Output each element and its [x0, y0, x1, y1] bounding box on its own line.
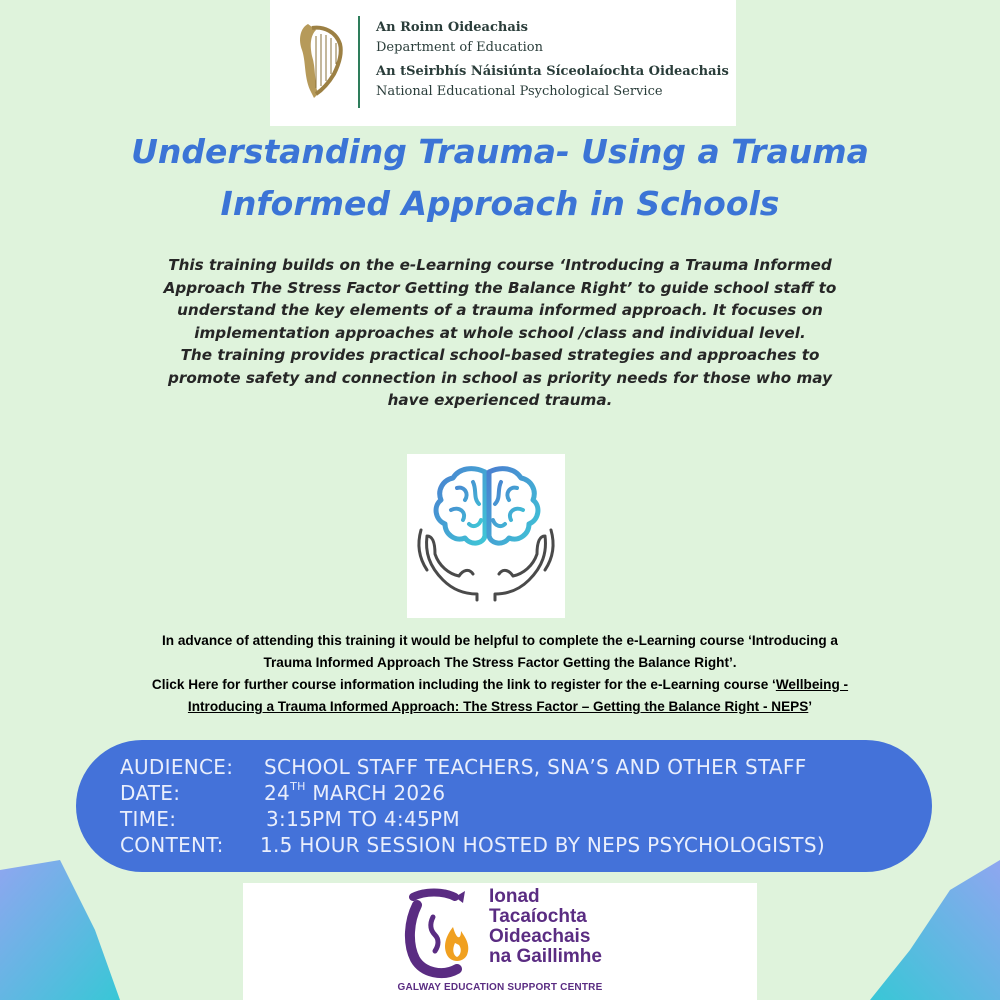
date-day: 24 — [264, 781, 291, 805]
gesc-flame-logo-icon — [403, 887, 485, 979]
gesc-line-3: Oideachais — [489, 926, 591, 947]
intro-line: promote safety and connection in school as priority needs for those who may — [167, 368, 832, 387]
advance-line-2: Trauma Informed Approach The Stress Factor Getting the Balance Right’. — [263, 655, 737, 670]
intro-paragraph — [100, 254, 900, 412]
audience-row — [120, 754, 807, 780]
date-value — [264, 780, 445, 806]
advance-line-1: In advance of attending this training it would be helpful to complete the e-Learning course ‘Introducing a — [162, 633, 838, 648]
gesc-logo — [243, 883, 757, 1000]
corner-decoration-right — [870, 860, 1000, 1000]
brain-illustration — [407, 454, 565, 618]
date-label: DATE: — [120, 781, 181, 805]
date-row — [120, 780, 446, 806]
header-english-service: National Educational Psychological Service — [376, 84, 663, 99]
page-title — [40, 126, 960, 230]
corner-decoration-left — [0, 860, 120, 1000]
intro-line: The training provides practical school-based strategies and approaches to — [180, 346, 820, 364]
date-suffix: TH — [290, 780, 306, 793]
title-line-1: Understanding Trauma- Using a Trauma — [131, 132, 869, 171]
event-details-panel — [76, 740, 932, 872]
gesc-line-4: na Gaillimhe — [489, 946, 602, 967]
gesc-name — [489, 887, 602, 967]
intro-line: have experienced trauma. — [387, 391, 613, 409]
time-row — [120, 806, 460, 832]
intro-line: Approach The Stress Factor Getting the Balance Right’ to guide school staff to — [163, 278, 837, 297]
course-link-continued[interactable]: Introducing a Trauma Informed Approach: The Stress Factor – Getting the Balance Right - NEPS — [187, 699, 809, 714]
date-rest: MARCH 2026 — [312, 781, 446, 805]
advance-line-3-text: Click Here for further course information including the link to register for the e-Learning course ‘ — [151, 677, 776, 692]
gesc-english-name: GALWAY EDUCATION SUPPORT CENTRE — [397, 982, 603, 993]
audience-label: AUDIENCE: — [120, 755, 234, 779]
header-english-department: Department of Education — [376, 40, 543, 55]
advance-info — [10, 630, 990, 718]
advance-line-4-tail: ’ — [808, 699, 813, 714]
time-value: 3:15PM TO 4:45PM — [266, 807, 460, 831]
intro-line: This training builds on the e-Learning course ‘Introducing a Trauma Informed — [168, 256, 832, 274]
content-value: 1.5 HOUR SESSION HOSTED BY NEPS PSYCHOLOGISTS) — [260, 833, 825, 857]
brain-in-hands-icon — [407, 454, 565, 618]
header-irish-service: An tSeirbhís Náisiúnta Síceolaíochta Oideachais — [376, 64, 729, 79]
header-divider — [358, 16, 360, 108]
content-row — [120, 832, 825, 858]
time-label: TIME: — [120, 807, 177, 831]
gesc-line-2: Tacaíochta — [489, 906, 587, 927]
advance-line-3 — [10, 674, 990, 696]
intro-line: understand the key elements of a trauma informed approach. It focuses on — [177, 301, 823, 319]
content-label: CONTENT: — [120, 833, 224, 857]
advance-line-4 — [10, 696, 990, 718]
gesc-line-1: Ionad — [489, 886, 540, 907]
title-line-2: Informed Approach in Schools — [220, 184, 780, 223]
header-irish-department: An Roinn Oideachais — [376, 20, 529, 35]
intro-line: implementation approaches at whole school /class and individual level. — [194, 323, 806, 342]
harp-icon — [294, 18, 346, 102]
department-logo — [270, 0, 736, 126]
header-text — [376, 18, 729, 102]
audience-value: SCHOOL STAFF TEACHERS, SNA’S AND OTHER STAFF — [264, 755, 807, 779]
course-link[interactable]: Wellbeing - — [775, 677, 849, 692]
